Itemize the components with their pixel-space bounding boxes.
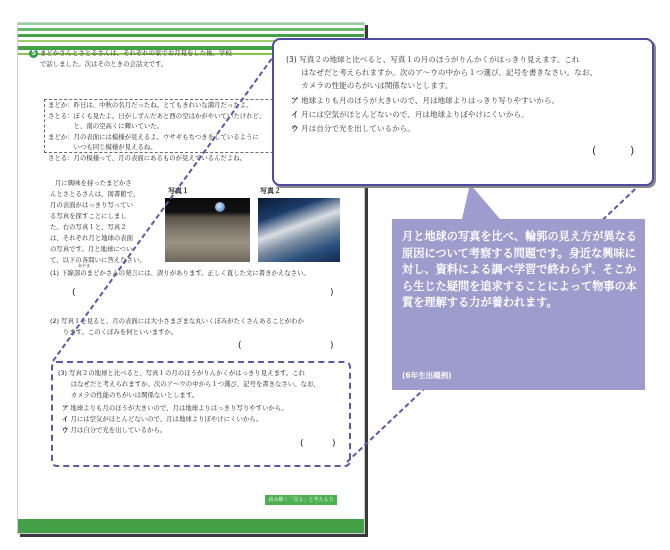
q2-paren-close: ) bbox=[330, 341, 334, 351]
side-line-4: る写真を探すことにしまし bbox=[50, 212, 127, 220]
zoom-option-b: イ 月には空気がほとんどないので、月は地球よりぼやけにくいから。 bbox=[291, 110, 529, 119]
dialog-line-2: さとる：ぼくも見たよ。日がしずんだあと西の空はかがやいていたけれど、 bbox=[48, 111, 266, 120]
dialog-line-4: まどか：月の表面には模様が見えるよ。ウサギもちつきをしているように bbox=[48, 132, 259, 141]
q3-option-c: ウ 月は自分で光を出しているから。 bbox=[62, 426, 167, 434]
q1-text: (1) 下線部のまどかさんの発言には、誤りがあります。正しく直した文に書きかえなさい。 bbox=[50, 269, 310, 277]
zoom-option-a: ア 地球よりも月のほうが大きいので、月は地球よりはっきり写りやすいから。 bbox=[291, 96, 560, 105]
explanation-callout bbox=[392, 219, 645, 390]
zoom-option-c: ウ 月は自分で光を出しているから。 bbox=[291, 124, 415, 133]
photo1-label: 写真１ bbox=[168, 187, 189, 195]
q3-line-2: はなぜだと考えられますか。次のア～ウの中から１つ選び、記号を書きなさい。なお、 bbox=[58, 380, 320, 388]
footer-tag: 読み解く「見る」と考える力 bbox=[265, 495, 337, 505]
q3-option-a: ア 地球よりも月のほうが大きいので、月は地球よりはっきり写りやすいから。 bbox=[62, 404, 288, 412]
callout-pointer bbox=[462, 184, 500, 219]
q1-paren-open: ( bbox=[72, 288, 76, 298]
dialog-line-1: まどか：昨日は、中秋の名月だったね。とてもきれいな満月だったよ。 bbox=[48, 101, 253, 109]
callout-body: 月と地球の写真を比べ、輪郭の見え方が異なる原因について考察する問題です。身近な興味に対し、資料による調べ学習で終わらず、そこから生じた疑問を追求することによって物事の本質を理解する力が養われます。 bbox=[402, 230, 637, 309]
q1-paren-close: ) bbox=[330, 288, 334, 298]
side-line-6: は、それぞれ月と地球の表面 bbox=[50, 234, 134, 242]
q1-ruby: あやま bbox=[78, 263, 90, 268]
side-line-3: 月の表面がはっきり写ってい bbox=[50, 201, 134, 209]
q2-line-1: (2) 写真１を見ると、月の表面には大小さまざまな丸いくぼみがたくさんあることがわか bbox=[50, 317, 304, 325]
dialog-line-5: いつも同じ模様が見えるね。 bbox=[48, 143, 157, 151]
question-number-badge: 5 bbox=[29, 49, 38, 58]
photo2-label: 写真２ bbox=[260, 187, 281, 195]
zoomed-question-box bbox=[272, 38, 654, 186]
q3-paren-close: ) bbox=[332, 439, 336, 449]
zoom-paren-close: ) bbox=[630, 144, 635, 157]
q2-paren-open: ( bbox=[238, 341, 242, 351]
zoom-q3-line-2: はなぜだと考えられますか。次のア～ウの中から１つ選び、記号を書きなさい。なお、 bbox=[286, 68, 598, 77]
zoom-q3-line-3: カメラの性能のちがいは関係ないとします。 bbox=[286, 81, 453, 90]
dialog-line-3: と、南の空高くに輝いていた。 bbox=[48, 122, 164, 130]
intro-line-2: で話しました。次はそのときの会話文です。 bbox=[40, 60, 168, 68]
q3-line-3: カメラの性能のちがいは関係ないとします。 bbox=[58, 391, 199, 399]
zoom-paren-open: ( bbox=[592, 144, 597, 157]
q2-line-2: ります。このくぼみを何といいますか。 bbox=[50, 328, 178, 336]
zoom-q3-line-1: (3) 写真２の地球と比べると、写真１の月のほうがりんかくがはっきり見えます。これ bbox=[286, 55, 580, 64]
side-line-1: 月に興味を持ったまどかさ bbox=[55, 179, 132, 187]
intro-line-1: まどかさんとさとるさんは、それぞれの家でお月見をした後、学校 bbox=[40, 49, 232, 57]
side-line-2: んとさとるさんは、図書館で、 bbox=[50, 190, 140, 198]
side-line-8: て、以下の各問いに答えなさい。 bbox=[50, 256, 146, 264]
side-line-5: た。右の写真１と、写真２ bbox=[50, 223, 127, 231]
dialog-line-6: さとる：月の模様って、月の表面にあるものが見えているんだよね。 bbox=[48, 153, 246, 162]
q3-paren-open: ( bbox=[300, 439, 304, 449]
side-line-7: の写真です。月と地球につい bbox=[50, 245, 133, 253]
q3-line-1: (3) 写真２の地球と比べると、写真１の月のほうがりんかくがはっきり見えます。これ bbox=[58, 369, 306, 377]
q3-option-b: イ 月には空気がほとんどないので、月は地球よりぼやけにくいから。 bbox=[62, 415, 263, 423]
callout-note: (6年生出題例) bbox=[402, 371, 452, 380]
